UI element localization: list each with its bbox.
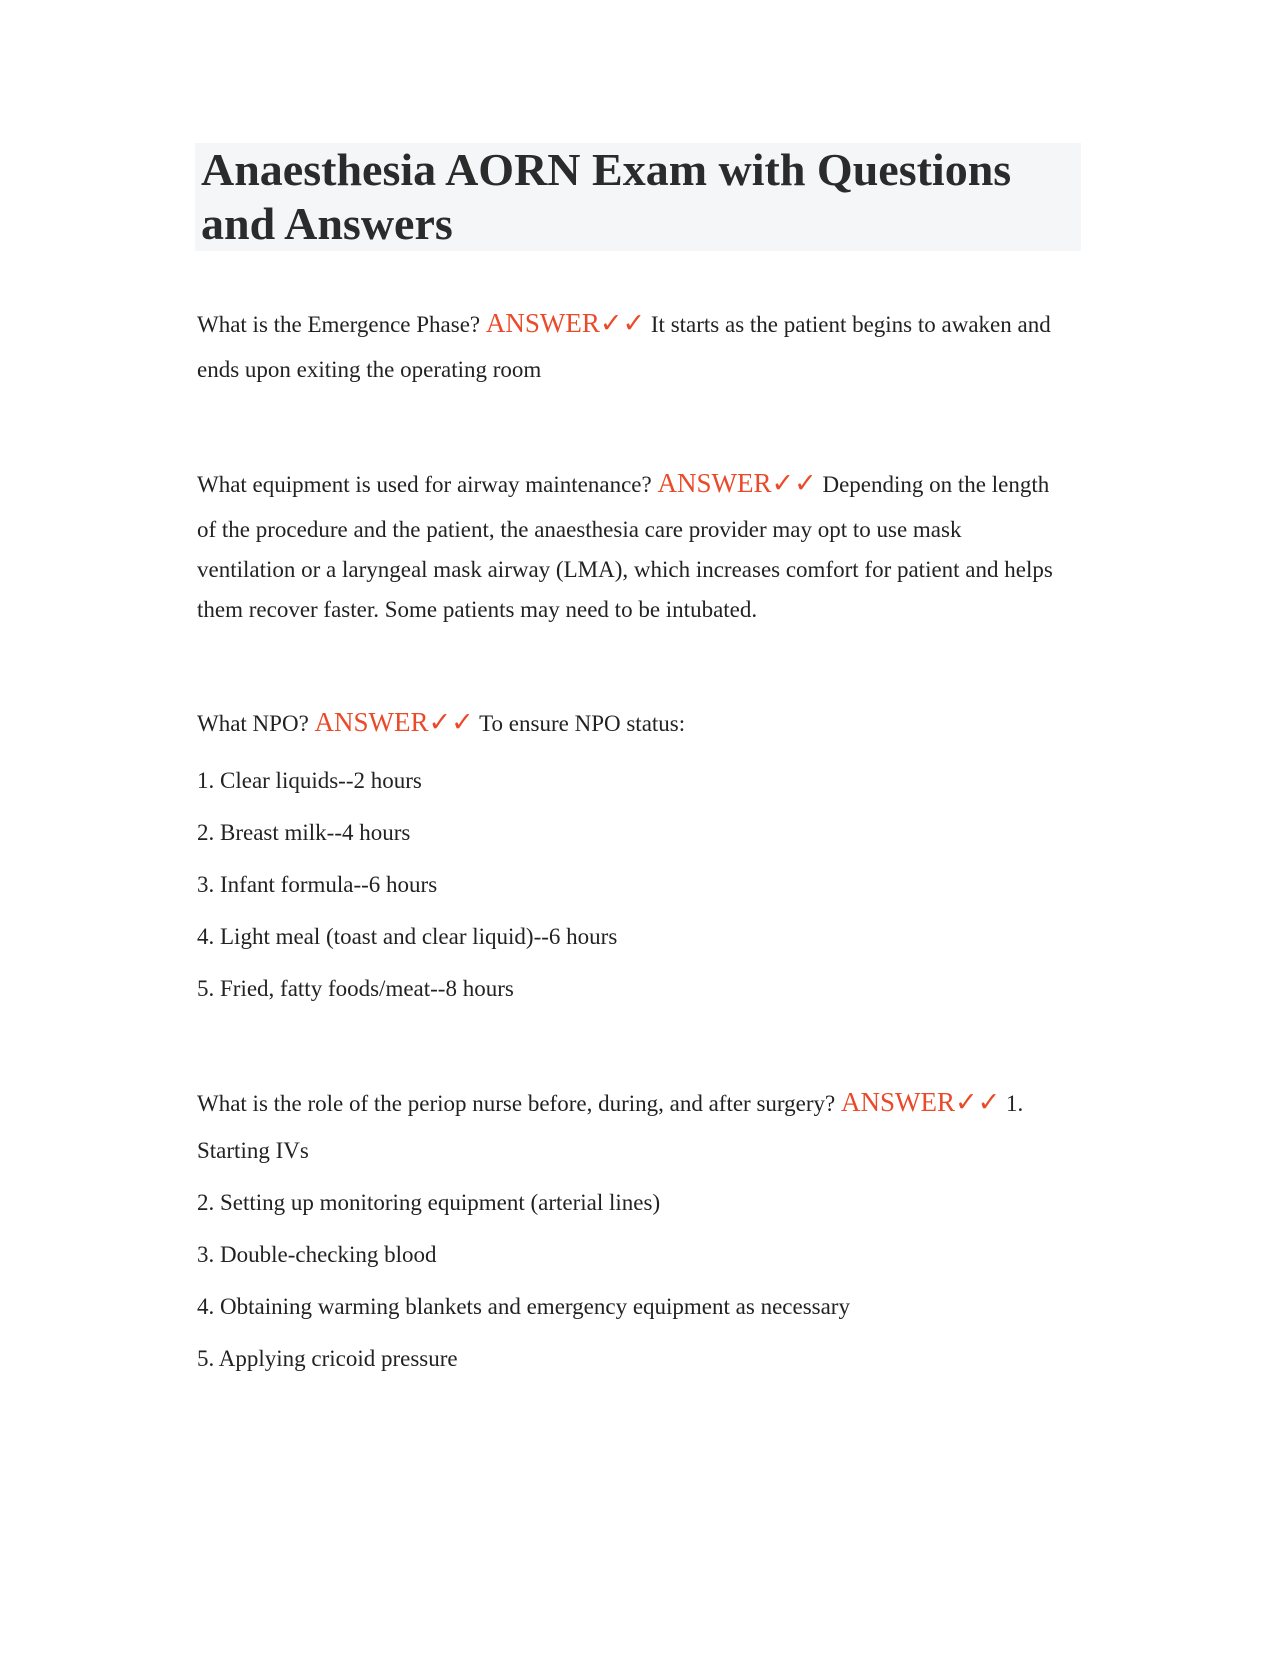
list-item: 3. Infant formula--6 hours (197, 872, 438, 897)
answer-marker: ANSWER✓✓ (485, 308, 646, 338)
list-item: 2. Setting up monitoring equipment (arterial lines) (197, 1190, 661, 1215)
list-item: 5. Fried, fatty foods/meat--8 hours (197, 976, 514, 1001)
question-4 (197, 1087, 1023, 1118)
question-3-text: What NPO? (197, 711, 315, 736)
answer-2-line: of the procedure and the patient, the anaesthesia care provider may opt to use mask (197, 517, 962, 542)
list-item: 5. Applying cricoid pressure (197, 1346, 458, 1371)
answer-marker: ANSWER✓✓ (840, 1087, 1001, 1117)
question-2 (197, 468, 1049, 499)
answer-4-continuation: Starting IVs (197, 1138, 309, 1163)
list-item: 2. Breast milk--4 hours (197, 820, 411, 845)
answer-2-text: Depending on the length (816, 472, 1050, 497)
list-item: 1. Clear liquids--2 hours (197, 768, 422, 793)
answer-marker: ANSWER✓✓ (314, 707, 474, 737)
answer-2-line: ventilation or a laryngeal mask airway (LMA), which increases comfort for patient and helps (197, 557, 1053, 582)
answer-3-text: To ensure NPO status: (473, 711, 686, 736)
list-item: 4. Light meal (toast and clear liquid)--6 hours (197, 924, 618, 949)
question-1-text: What is the Emergence Phase? (197, 312, 486, 337)
document-title: Anaesthesia AORN Exam with Questions and Answers (201, 144, 1012, 249)
question-3 (197, 707, 685, 738)
answer-1-text: It starts as the patient begins to awaken and (645, 312, 1051, 337)
answer-4-text: 1. (1000, 1091, 1024, 1116)
question-1 (197, 308, 1051, 339)
question-4-text: What is the role of the periop nurse before, during, and after surgery? (197, 1091, 841, 1116)
answer-1-continuation: ends upon exiting the operating room (197, 357, 542, 382)
list-item: 3. Double-checking blood (197, 1242, 437, 1267)
answer-marker: ANSWER✓✓ (657, 468, 817, 498)
answer-2-line: them recover faster. Some patients may need to be intubated. (197, 597, 758, 622)
list-item: 4. Obtaining warming blankets and emergency equipment as necessary (197, 1294, 850, 1319)
title-banner (195, 143, 1081, 251)
question-2-text: What equipment is used for airway maintenance? (197, 472, 658, 497)
